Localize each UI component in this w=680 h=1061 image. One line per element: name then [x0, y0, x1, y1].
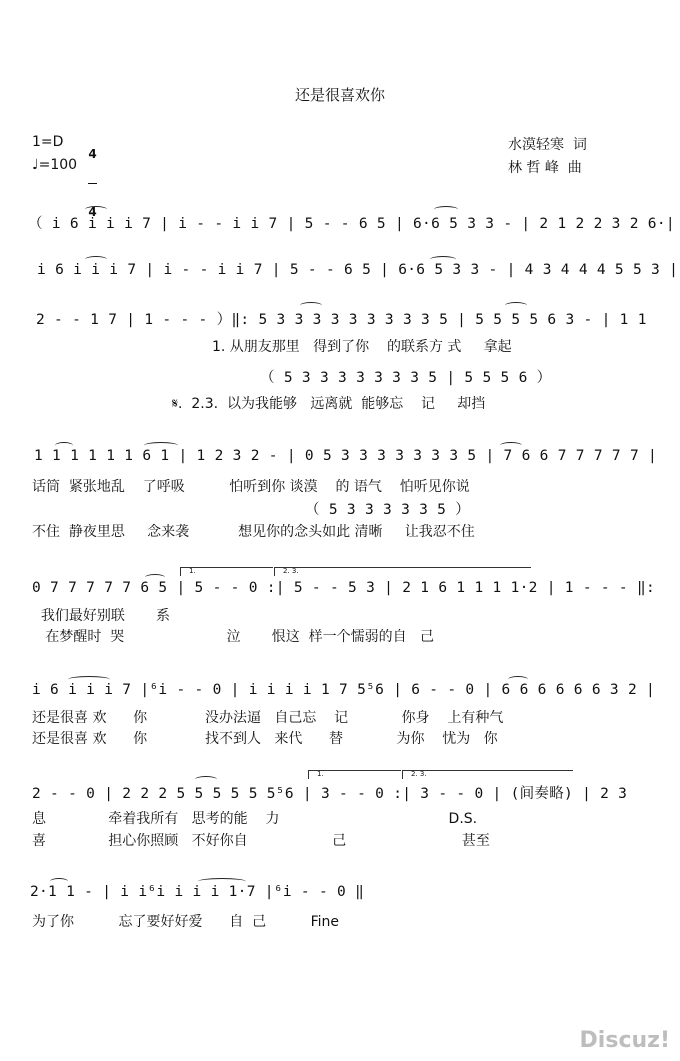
- lyric-line-4b: 不住 静夜里思 念来袭 想见你的念头如此 清晰 让我忍不住: [32, 524, 475, 540]
- volta-bracket-1: [180, 567, 273, 576]
- lyric-line-6b: 还是很喜 欢 你 找不到人 来代 替 为你 忧为 你: [32, 731, 498, 747]
- lyricist-credit: 水漠轻寒 词: [508, 137, 587, 153]
- slur-mark: [434, 206, 458, 213]
- lyric-line-4a: 话筒 紧张地乱 了呼吸 怕听到你 谈漠 的 语气 怕听见你说: [32, 479, 470, 495]
- volta-label-23: 2. 3.: [283, 567, 299, 575]
- volta-bracket-23: [274, 567, 531, 576]
- time-signature-bottom: 4: [88, 205, 97, 219]
- volta-label-1b: 1.: [317, 770, 324, 778]
- lyric-line-3b: 𝄋. 2.3. 以为我能够 远离就 能够忘 记 却挡: [172, 396, 486, 412]
- slur-mark: [85, 206, 107, 213]
- slur-mark: [145, 574, 165, 581]
- key-signature: 1=D: [32, 134, 64, 150]
- notation-line-8: 2·1 1 - | i i⁶i i i i 1·7 |⁶i - - 0 ‖: [30, 884, 365, 900]
- song-title: 还是很喜欢你: [294, 86, 385, 104]
- lyric-line-7a: 息 牵着我所有 思考的能 力 D.S.: [32, 811, 478, 827]
- composer-credit: 林 哲 峰 曲: [508, 160, 582, 176]
- notation-line-7: 2 - - 0 | 2 2 2 5 5 5 5 5 5⁵6 | 3 - - 0 :| 3 - - 0 | (间奏略) | 2 3: [32, 786, 628, 802]
- notation-line-4: 1 1 1 1 1 1 6 1 | 1 2 3 2 - | 0 5 3 3 3 3 3 3 3 5 | 7 6 6 7 7 7 7 7 |: [34, 448, 658, 464]
- lyric-line-8: 为了你 忘了要好好爱 自 己 Fine: [32, 914, 340, 930]
- slur-mark: [85, 256, 107, 263]
- tempo-marking: ♩=100: [32, 157, 78, 173]
- lyric-line-7b: 喜 担心你照顾 不好你自 己 甚至: [32, 833, 490, 849]
- notation-line-4-parenthetical: （ 5 3 3 3 3 3 5 ）: [305, 502, 471, 518]
- lyric-line-6a: 还是很喜 欢 你 没办法逼 自己忘 记 你身 上有种气: [32, 710, 504, 726]
- notation-line-3-parenthetical: （ 5 3 3 3 3 3 3 3 5 | 5 5 5 6 ）: [260, 370, 552, 386]
- forum-watermark: Discuz!: [579, 1028, 670, 1053]
- slur-mark: [300, 302, 322, 309]
- time-signature-line: [88, 183, 97, 184]
- volta-bracket-1b: [308, 770, 401, 779]
- slur-mark: [50, 878, 68, 885]
- time-signature-top: 4: [88, 147, 97, 161]
- slur-mark: [508, 676, 528, 683]
- notation-line-2: i 6 i i i 7 | i - - i i 7 | 5 - - 6 5 | 6·6 5 3 3 - | 4 3 4 4 4 5 5 3 |: [28, 262, 679, 278]
- slur-mark: [505, 302, 527, 309]
- volta-bracket-23b: [402, 770, 573, 779]
- volta-label-23b: 2. 3.: [411, 770, 427, 778]
- notation-line-3: 2 - - 1 7 | 1 - - - ）‖: 5 3 3 3 3 3 3 3 3 3 5 | 5 5 5 5 6 3 - | 1 1: [36, 312, 647, 328]
- volta-label-1: 1.: [189, 567, 196, 575]
- notation-line-6: i 6 i i i 7 |⁶i - - 0 | i i i i 1 7 5⁵6 | 6 - - 0 | 6 6 6 6 6 6 3 2 |: [32, 682, 656, 698]
- slur-mark: [430, 256, 456, 263]
- notation-line-1: （ i 6 i i i 7 | i - - i i 7 | 5 - - 6 5 | 6·6 5 3 3 - | 2 1 2 2 3 2 6·|: [28, 216, 675, 232]
- lyric-line-5a: 我们最好别联 系: [32, 608, 171, 624]
- lyric-line-3a: 1. 从朋友那里 得到了你 的联系方 式 拿起: [212, 339, 512, 355]
- slur-mark: [500, 442, 522, 449]
- slur-mark: [68, 676, 110, 683]
- lyric-line-5b: 在梦醒时 哭 泣 恨这 样一个懦弱的自 己: [32, 629, 435, 645]
- notation-line-5: 0 7 7 7 7 7 6 5 | 5 - - 0 :| 5 - - 5 3 | 2 1 6 1 1 1 1·2 | 1 - - - ‖:: [32, 580, 656, 596]
- slur-mark: [55, 442, 73, 449]
- slur-mark: [198, 878, 246, 885]
- slur-mark: [144, 442, 178, 449]
- slur-mark: [195, 776, 217, 783]
